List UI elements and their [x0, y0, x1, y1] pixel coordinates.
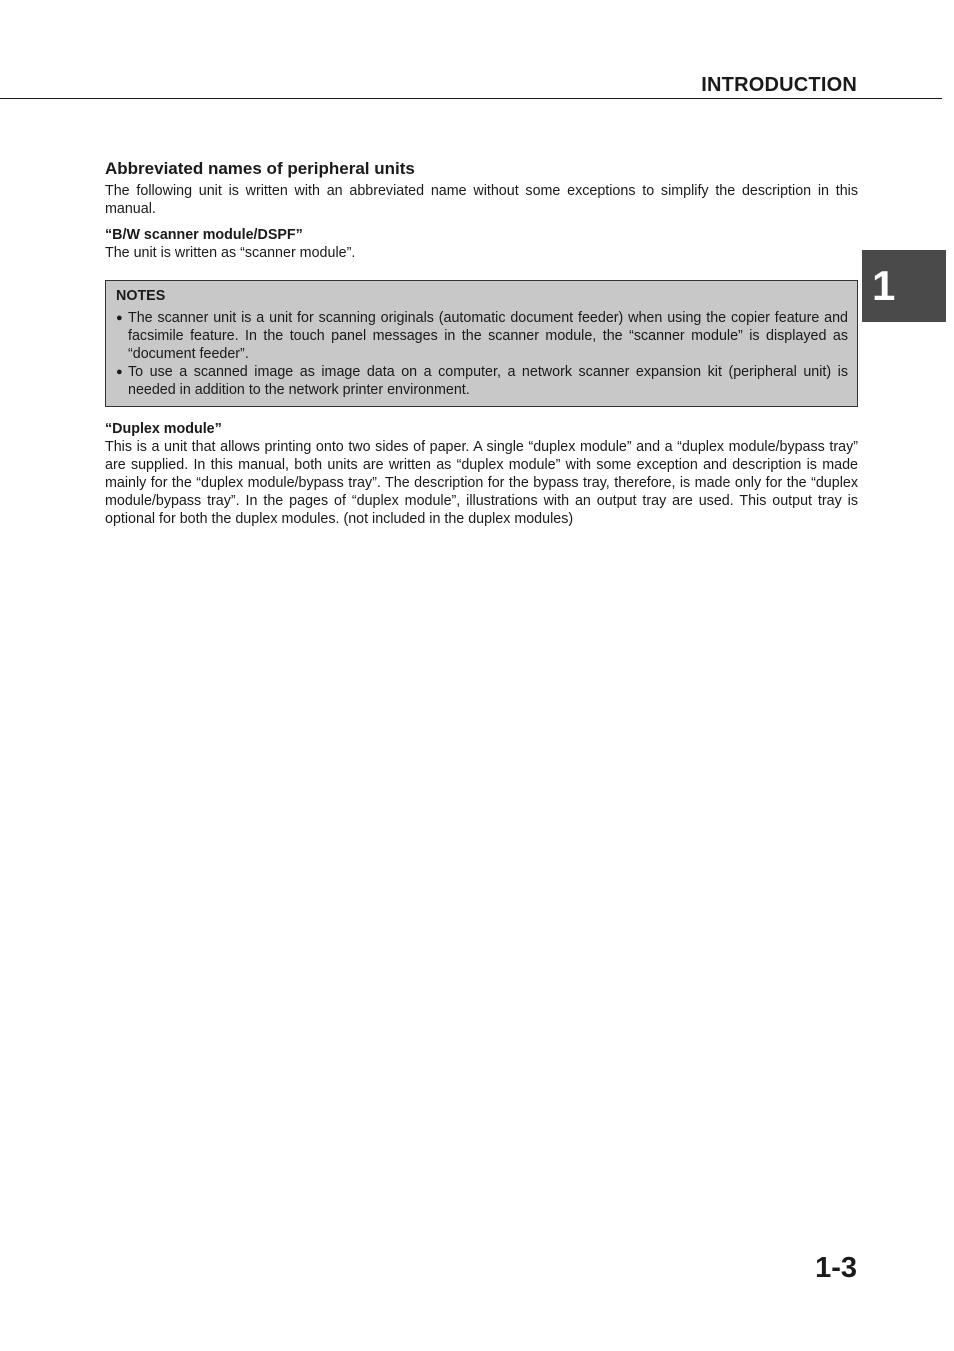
page-heading: Abbreviated names of peripheral units [105, 159, 415, 178]
page-number: 1-3 [815, 1252, 857, 1284]
note-item [116, 363, 848, 399]
duplex-heading: “Duplex module” [105, 421, 222, 437]
notes-box [105, 280, 858, 407]
main-content [105, 159, 858, 528]
bullet-icon: ● [116, 312, 123, 324]
chapter-number: 1 [872, 262, 896, 309]
scanner-paragraph: The unit is written as “scanner module”. [105, 245, 356, 261]
bullet-icon: ● [116, 366, 123, 378]
chapter-tab [862, 250, 946, 322]
section-title: INTRODUCTION [701, 74, 857, 96]
notes-title: NOTES [116, 288, 166, 304]
duplex-paragraph: This is a unit that allows printing onto two sides of paper. A single “duplex module” and a “duplex module/bypass tray” are supplied. In this manual, both units are written as “duplex module” with some exception and description is made mainly for the “duplex module/bypass tray”. The description for the bypass tray, therefore, is made only for the “duplex module/bypass tray”. In the pages of “duplex module”, illustrations with an output tray are used. This output tray is optional for both the duplex modules. (not included in the duplex modules) [105, 439, 858, 527]
intro-paragraph: The following unit is written with an abbreviated name without some exceptions to simplify the description in this manual. [105, 183, 858, 217]
duplex-section [105, 420, 858, 528]
note-text: The scanner unit is a unit for scanning originals (automatic document feeder) when using the copier feature and facsimile feature. In the touch panel messages in the scanner module, the “scanner module” is displayed as “document feeder”. [128, 310, 848, 362]
note-text: To use a scanned image as image data on a computer, a network scanner expansion kit (peripheral unit) is needed in addition to the network printer environment. [128, 364, 848, 398]
scanner-heading: “B/W scanner module/DSPF” [105, 227, 303, 243]
note-item [116, 309, 848, 363]
header-rule [0, 98, 942, 99]
